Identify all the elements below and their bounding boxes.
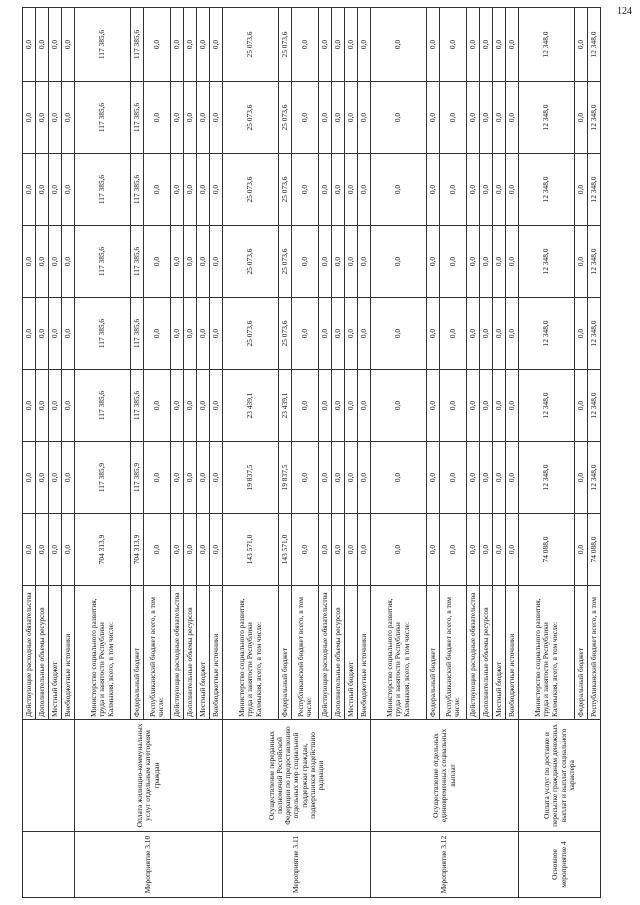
amount-cell: 0,0 xyxy=(36,514,49,586)
amount-cell: 0,0 xyxy=(36,370,49,442)
amount-cell: 0,0 xyxy=(144,154,171,226)
amount-cell: 0,0 xyxy=(467,154,480,226)
amount-cell: 0,0 xyxy=(427,442,440,514)
amount-cell: 19 837,5 xyxy=(279,442,292,514)
amount-cell: 704 313,9 xyxy=(75,514,131,586)
amount-cell: 0,0 xyxy=(440,8,467,82)
amount-cell: 143 571,0 xyxy=(223,514,279,586)
amount-cell: 117 385,6 xyxy=(131,370,144,442)
amount-cell: 0,0 xyxy=(358,154,371,226)
amount-cell: 19 837,5 xyxy=(223,442,279,514)
amount-cell: 25 073,6 xyxy=(279,82,292,154)
amount-cell: 117 385,6 xyxy=(131,82,144,154)
amount-cell: 0,0 xyxy=(506,370,519,442)
funding-source-cell: Федеральный бюджет xyxy=(575,586,588,720)
amount-cell: 0,0 xyxy=(345,442,358,514)
amount-cell: 0,0 xyxy=(371,298,427,370)
amount-cell: 0,0 xyxy=(184,154,197,226)
funding-source-cell: Республиканский бюджет всего, в том числе: xyxy=(440,586,467,720)
amount-cell: 117 385,6 xyxy=(75,154,131,226)
amount-cell: 74 088,0 xyxy=(588,514,601,586)
amount-cell: 0,0 xyxy=(171,82,184,154)
funding-source-cell: Внебюджетные источники xyxy=(358,586,371,720)
amount-cell: 0,0 xyxy=(427,514,440,586)
amount-cell: 0,0 xyxy=(440,82,467,154)
amount-cell: 0,0 xyxy=(62,8,75,82)
event-code-cell xyxy=(23,832,75,898)
amount-cell: 0,0 xyxy=(480,514,493,586)
amount-cell: 0,0 xyxy=(49,442,62,514)
amount-cell: 0,0 xyxy=(358,8,371,82)
amount-cell: 0,0 xyxy=(210,442,223,514)
amount-cell: 0,0 xyxy=(575,82,588,154)
amount-cell: 0,0 xyxy=(358,370,371,442)
funding-source-cell: Действующие расходные обязательства xyxy=(467,586,480,720)
amount-cell: 117 385,9 xyxy=(75,442,131,514)
funding-source-cell: Федеральный бюджет xyxy=(427,586,440,720)
funding-source-cell: Внебюджетные источники xyxy=(62,586,75,720)
funding-source-cell: Внебюджетные источники xyxy=(506,586,519,720)
funding-source-cell: Действующие расходные обязательства xyxy=(23,586,36,720)
amount-cell: 0,0 xyxy=(427,82,440,154)
amount-cell: 0,0 xyxy=(292,442,319,514)
funding-source-cell: Федеральный бюджет xyxy=(279,586,292,720)
amount-cell: 0,0 xyxy=(319,8,332,82)
amount-cell: 12 348,0 xyxy=(588,154,601,226)
table-row xyxy=(223,8,279,898)
amount-cell: 0,0 xyxy=(23,370,36,442)
amount-cell: 0,0 xyxy=(575,154,588,226)
amount-cell: 0,0 xyxy=(144,298,171,370)
amount-cell: 0,0 xyxy=(358,226,371,298)
amount-cell: 0,0 xyxy=(427,226,440,298)
amount-cell: 0,0 xyxy=(49,226,62,298)
amount-cell: 0,0 xyxy=(332,514,345,586)
amount-cell: 0,0 xyxy=(292,514,319,586)
funding-source-cell: Местный бюджет xyxy=(49,586,62,720)
funding-source-cell: Республиканский бюджет всего, в том числе: xyxy=(144,586,171,720)
amount-cell: 0,0 xyxy=(36,154,49,226)
amount-cell: 0,0 xyxy=(171,370,184,442)
amount-cell: 0,0 xyxy=(319,226,332,298)
amount-cell: 0,0 xyxy=(480,226,493,298)
amount-cell: 0,0 xyxy=(184,226,197,298)
amount-cell: 0,0 xyxy=(480,370,493,442)
amount-cell: 0,0 xyxy=(332,226,345,298)
amount-cell: 0,0 xyxy=(506,226,519,298)
amount-cell: 0,0 xyxy=(23,8,36,82)
amount-cell: 704 313,9 xyxy=(131,514,144,586)
amount-cell: 0,0 xyxy=(345,8,358,82)
funding-source-cell: Местный бюджет xyxy=(345,586,358,720)
amount-cell: 0,0 xyxy=(427,154,440,226)
amount-cell: 0,0 xyxy=(345,226,358,298)
amount-cell: 117 385,6 xyxy=(75,226,131,298)
amount-cell: 0,0 xyxy=(144,226,171,298)
amount-cell: 0,0 xyxy=(480,82,493,154)
funding-source-cell: Дополнительные объемы ресурсов xyxy=(36,586,49,720)
amount-cell: 25 073,6 xyxy=(279,226,292,298)
amount-cell: 0,0 xyxy=(493,154,506,226)
amount-cell: 0,0 xyxy=(506,514,519,586)
funding-source-cell: Действующие расходные обязательства xyxy=(319,586,332,720)
amount-cell: 0,0 xyxy=(23,154,36,226)
amount-cell: 0,0 xyxy=(210,298,223,370)
amount-cell: 0,0 xyxy=(440,442,467,514)
amount-cell: 0,0 xyxy=(62,226,75,298)
amount-cell: 0,0 xyxy=(184,370,197,442)
amount-cell: 0,0 xyxy=(49,8,62,82)
amount-cell: 0,0 xyxy=(210,370,223,442)
amount-cell: 117 385,6 xyxy=(131,154,144,226)
amount-cell: 0,0 xyxy=(575,8,588,82)
table-row xyxy=(371,8,427,898)
amount-cell: 0,0 xyxy=(197,154,210,226)
amount-cell: 0,0 xyxy=(440,154,467,226)
amount-cell: 0,0 xyxy=(332,442,345,514)
table-body xyxy=(23,8,601,898)
funding-source-cell: Федеральный бюджет xyxy=(131,586,144,720)
amount-cell: 0,0 xyxy=(210,226,223,298)
amount-cell: 117 385,6 xyxy=(75,82,131,154)
amount-cell: 0,0 xyxy=(480,298,493,370)
amount-cell: 0,0 xyxy=(210,154,223,226)
amount-cell: 0,0 xyxy=(144,370,171,442)
amount-cell: 25 073,6 xyxy=(279,298,292,370)
amount-cell: 0,0 xyxy=(62,514,75,586)
event-name-cell: Оплата жилищно-коммунальных услуг отдельным категориям граждан xyxy=(75,720,223,832)
amount-cell: 0,0 xyxy=(345,514,358,586)
amount-cell: 0,0 xyxy=(371,226,427,298)
amount-cell: 25 073,6 xyxy=(223,298,279,370)
amount-cell: 0,0 xyxy=(506,82,519,154)
amount-cell: 0,0 xyxy=(49,82,62,154)
amount-cell: 0,0 xyxy=(197,442,210,514)
amount-cell: 0,0 xyxy=(358,442,371,514)
amount-cell: 0,0 xyxy=(575,226,588,298)
amount-cell: 0,0 xyxy=(467,442,480,514)
amount-cell: 0,0 xyxy=(36,226,49,298)
amount-cell: 12 348,0 xyxy=(519,226,575,298)
amount-cell: 0,0 xyxy=(210,82,223,154)
amount-cell: 0,0 xyxy=(292,8,319,82)
amount-cell: 0,0 xyxy=(62,82,75,154)
amount-cell: 0,0 xyxy=(440,370,467,442)
funding-source-cell: Местный бюджет xyxy=(197,586,210,720)
table-row xyxy=(519,8,575,898)
amount-cell: 12 348,0 xyxy=(588,442,601,514)
funding-source-cell: Дополнительные объемы ресурсов xyxy=(184,586,197,720)
amount-cell: 0,0 xyxy=(467,298,480,370)
amount-cell: 0,0 xyxy=(62,298,75,370)
amount-cell: 0,0 xyxy=(49,370,62,442)
amount-cell: 0,0 xyxy=(23,82,36,154)
amount-cell: 12 348,0 xyxy=(588,226,601,298)
rotated-table-container xyxy=(22,8,620,898)
amount-cell: 117 385,6 xyxy=(131,8,144,82)
amount-cell: 0,0 xyxy=(371,82,427,154)
amount-cell: 0,0 xyxy=(480,8,493,82)
amount-cell: 12 348,0 xyxy=(588,8,601,82)
amount-cell: 0,0 xyxy=(36,298,49,370)
amount-cell: 12 348,0 xyxy=(519,8,575,82)
amount-cell: 0,0 xyxy=(197,298,210,370)
amount-cell: 0,0 xyxy=(197,82,210,154)
amount-cell: 0,0 xyxy=(440,514,467,586)
amount-cell: 0,0 xyxy=(184,298,197,370)
amount-cell: 0,0 xyxy=(197,226,210,298)
amount-cell: 0,0 xyxy=(332,82,345,154)
amount-cell: 0,0 xyxy=(371,514,427,586)
amount-cell: 12 348,0 xyxy=(519,154,575,226)
amount-cell: 0,0 xyxy=(319,298,332,370)
amount-cell: 0,0 xyxy=(292,370,319,442)
amount-cell: 0,0 xyxy=(371,370,427,442)
amount-cell: 0,0 xyxy=(575,442,588,514)
amount-cell: 0,0 xyxy=(493,514,506,586)
amount-cell: 0,0 xyxy=(23,226,36,298)
amount-cell: 12 348,0 xyxy=(588,298,601,370)
amount-cell: 0,0 xyxy=(506,442,519,514)
amount-cell: 0,0 xyxy=(319,370,332,442)
amount-cell: 0,0 xyxy=(36,82,49,154)
amount-cell: 0,0 xyxy=(197,370,210,442)
amount-cell: 0,0 xyxy=(358,298,371,370)
amount-cell: 0,0 xyxy=(210,514,223,586)
amount-cell: 117 385,6 xyxy=(75,8,131,82)
amount-cell: 117 385,6 xyxy=(75,370,131,442)
amount-cell: 0,0 xyxy=(493,8,506,82)
event-name-cell: Оплата услуг по доставке и пересылке гражданам денежных выплат и выплат социального характера xyxy=(519,720,601,832)
amount-cell: 0,0 xyxy=(23,514,36,586)
funding-source-cell: Дополнительные объемы ресурсов xyxy=(480,586,493,720)
amount-cell: 0,0 xyxy=(440,226,467,298)
amount-cell: 0,0 xyxy=(23,442,36,514)
amount-cell: 25 073,6 xyxy=(279,8,292,82)
amount-cell: 74 088,0 xyxy=(519,514,575,586)
amount-cell: 0,0 xyxy=(171,514,184,586)
amount-cell: 0,0 xyxy=(427,298,440,370)
funding-source-cell: Внебюджетные источники xyxy=(210,586,223,720)
amount-cell: 0,0 xyxy=(345,298,358,370)
amount-cell: 0,0 xyxy=(345,82,358,154)
amount-cell: 117 385,6 xyxy=(131,226,144,298)
amount-cell: 0,0 xyxy=(62,370,75,442)
amount-cell: 0,0 xyxy=(144,514,171,586)
amount-cell: 12 348,0 xyxy=(519,298,575,370)
amount-cell: 0,0 xyxy=(467,370,480,442)
amount-cell: 0,0 xyxy=(332,8,345,82)
table-row xyxy=(75,8,131,898)
amount-cell: 0,0 xyxy=(332,370,345,442)
amount-cell: 0,0 xyxy=(467,226,480,298)
amount-cell: 0,0 xyxy=(493,370,506,442)
event-code-cell: Основное мероприятие 4 xyxy=(519,832,601,898)
amount-cell: 0,0 xyxy=(358,82,371,154)
amount-cell: 12 348,0 xyxy=(588,370,601,442)
event-code-cell: Мероприятие 3.11 xyxy=(223,832,371,898)
amount-cell: 0,0 xyxy=(292,154,319,226)
amount-cell: 0,0 xyxy=(184,8,197,82)
amount-cell: 25 073,6 xyxy=(279,154,292,226)
amount-cell: 0,0 xyxy=(319,514,332,586)
amount-cell: 0,0 xyxy=(197,514,210,586)
amount-cell: 0,0 xyxy=(292,82,319,154)
amount-cell: 25 073,6 xyxy=(223,226,279,298)
amount-cell: 0,0 xyxy=(467,82,480,154)
amount-cell: 0,0 xyxy=(332,154,345,226)
amount-cell: 0,0 xyxy=(371,442,427,514)
funding-table xyxy=(22,7,601,898)
amount-cell: 0,0 xyxy=(345,370,358,442)
funding-source-cell: Министерство социального развития, труда и занятости Республики Калмыкия, всего, в том числе: xyxy=(223,586,279,720)
amount-cell: 117 385,6 xyxy=(75,298,131,370)
amount-cell: 0,0 xyxy=(184,514,197,586)
amount-cell: 0,0 xyxy=(493,82,506,154)
funding-source-cell: Министерство социального развития, труда и занятости Республики Калмыкия, всего, в том числе: xyxy=(519,586,575,720)
amount-cell: 0,0 xyxy=(371,154,427,226)
page-number: 124 xyxy=(617,6,632,17)
amount-cell: 0,0 xyxy=(171,226,184,298)
amount-cell: 0,0 xyxy=(36,442,49,514)
event-name-cell: Осуществление отдельных единовременных социальных выплат xyxy=(371,720,519,832)
amount-cell: 0,0 xyxy=(210,8,223,82)
amount-cell: 0,0 xyxy=(319,442,332,514)
amount-cell: 143 571,0 xyxy=(279,514,292,586)
amount-cell: 0,0 xyxy=(62,154,75,226)
amount-cell: 0,0 xyxy=(49,514,62,586)
funding-source-cell: Республиканский бюджет всего, в том xyxy=(588,586,601,720)
amount-cell: 0,0 xyxy=(184,82,197,154)
amount-cell: 12 348,0 xyxy=(588,82,601,154)
amount-cell: 0,0 xyxy=(171,8,184,82)
amount-cell: 0,0 xyxy=(467,514,480,586)
amount-cell: 12 348,0 xyxy=(519,82,575,154)
event-name-cell xyxy=(23,720,75,832)
funding-source-cell: Министерство социального развития, труда и занятости Республики Калмыкия, всего, в том числе: xyxy=(371,586,427,720)
table-row xyxy=(23,8,36,898)
amount-cell: 0,0 xyxy=(319,82,332,154)
amount-cell: 0,0 xyxy=(480,154,493,226)
funding-source-cell: Действующие расходные обязательства xyxy=(171,586,184,720)
amount-cell: 0,0 xyxy=(197,8,210,82)
amount-cell: 0,0 xyxy=(358,514,371,586)
amount-cell: 0,0 xyxy=(184,442,197,514)
amount-cell: 0,0 xyxy=(292,226,319,298)
funding-source-cell: Министерство социального развития, труда и занятости Республики Калмыкия, всего, в том числе: xyxy=(75,586,131,720)
event-code-cell: Мероприятие 3.12 xyxy=(371,832,519,898)
amount-cell: 0,0 xyxy=(171,298,184,370)
amount-cell: 0,0 xyxy=(144,8,171,82)
amount-cell: 0,0 xyxy=(23,298,36,370)
amount-cell: 0,0 xyxy=(493,226,506,298)
amount-cell: 0,0 xyxy=(575,298,588,370)
amount-cell: 25 073,6 xyxy=(223,82,279,154)
amount-cell: 117 385,9 xyxy=(131,442,144,514)
amount-cell: 23 439,1 xyxy=(223,370,279,442)
amount-cell: 0,0 xyxy=(493,442,506,514)
amount-cell: 0,0 xyxy=(292,298,319,370)
funding-source-cell: Местный бюджет xyxy=(493,586,506,720)
amount-cell: 25 073,6 xyxy=(223,8,279,82)
amount-cell: 0,0 xyxy=(144,442,171,514)
amount-cell: 12 348,0 xyxy=(519,370,575,442)
amount-cell: 0,0 xyxy=(506,154,519,226)
event-name-cell: Осуществление переданных полномочий Российской Федерации по предоставлению отдельных мер социальной поддержки граждан, подвергшихся воздействию радиации xyxy=(223,720,371,832)
amount-cell: 0,0 xyxy=(440,298,467,370)
amount-cell: 0,0 xyxy=(493,298,506,370)
amount-cell: 25 073,6 xyxy=(223,154,279,226)
funding-source-cell: Дополнительные объемы ресурсов xyxy=(332,586,345,720)
amount-cell: 0,0 xyxy=(62,442,75,514)
amount-cell: 0,0 xyxy=(480,442,493,514)
amount-cell: 0,0 xyxy=(575,370,588,442)
amount-cell: 23 439,1 xyxy=(279,370,292,442)
amount-cell: 0,0 xyxy=(467,8,480,82)
amount-cell: 0,0 xyxy=(427,8,440,82)
amount-cell: 0,0 xyxy=(427,370,440,442)
amount-cell: 0,0 xyxy=(36,8,49,82)
amount-cell: 0,0 xyxy=(371,8,427,82)
amount-cell: 0,0 xyxy=(49,298,62,370)
event-code-cell: Мероприятие 3.10 xyxy=(75,832,223,898)
amount-cell: 0,0 xyxy=(332,298,345,370)
amount-cell: 0,0 xyxy=(319,154,332,226)
amount-cell: 0,0 xyxy=(144,82,171,154)
amount-cell: 0,0 xyxy=(171,442,184,514)
amount-cell: 0,0 xyxy=(49,154,62,226)
amount-cell: 117 385,6 xyxy=(131,298,144,370)
amount-cell: 0,0 xyxy=(506,298,519,370)
amount-cell: 0,0 xyxy=(575,514,588,586)
amount-cell: 12 348,0 xyxy=(519,442,575,514)
funding-source-cell: Республиканский бюджет всего, в том числе: xyxy=(292,586,319,720)
amount-cell: 0,0 xyxy=(345,154,358,226)
amount-cell: 0,0 xyxy=(506,8,519,82)
amount-cell: 0,0 xyxy=(171,154,184,226)
